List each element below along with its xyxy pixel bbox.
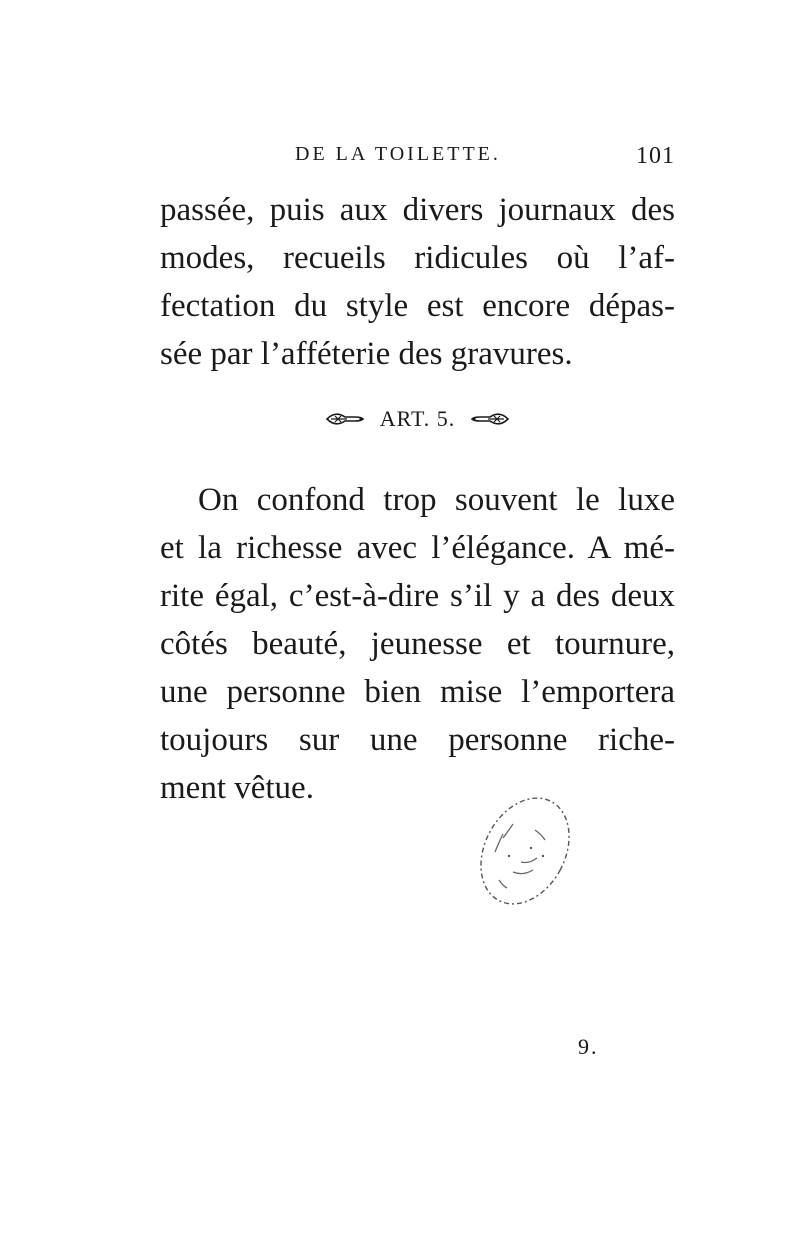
- text-line: rite égal, c’est-à-dire s’il y a des deux: [160, 578, 675, 614]
- text-line: côtés beauté, jeunesse et tournure,: [160, 626, 675, 662]
- library-stamp-icon: [473, 790, 577, 912]
- text-line: modes, recueils ridicules où l’af-: [160, 240, 675, 276]
- text-line: sée par l’afféterie des gravures.: [160, 336, 573, 372]
- article-heading: [160, 404, 675, 444]
- article-label: ART. 5.: [379, 405, 456, 431]
- paragraph-1: [160, 186, 675, 378]
- page-number: 101: [636, 143, 675, 169]
- running-title: DE LA TOILETTE.: [295, 143, 501, 165]
- text-line: ment vêtue.: [160, 770, 314, 806]
- fleuron-right-icon: [325, 411, 365, 427]
- signature-mark: 9.: [578, 1034, 599, 1059]
- running-head: [160, 143, 675, 173]
- text-line: une personne bien mise l’emportera: [160, 674, 675, 710]
- text-line: fectation du style est encore dépas-: [160, 288, 675, 324]
- text-line: toujours sur une personne riche-: [160, 722, 675, 758]
- text-line: et la richesse avec l’élégance. A mé-: [160, 530, 675, 566]
- paragraph-2: [160, 476, 675, 812]
- fleuron-left-icon: [470, 411, 510, 427]
- text-line: On confond trop souvent le luxe: [198, 482, 675, 518]
- text-line: passée, puis aux divers journaux des: [160, 192, 675, 228]
